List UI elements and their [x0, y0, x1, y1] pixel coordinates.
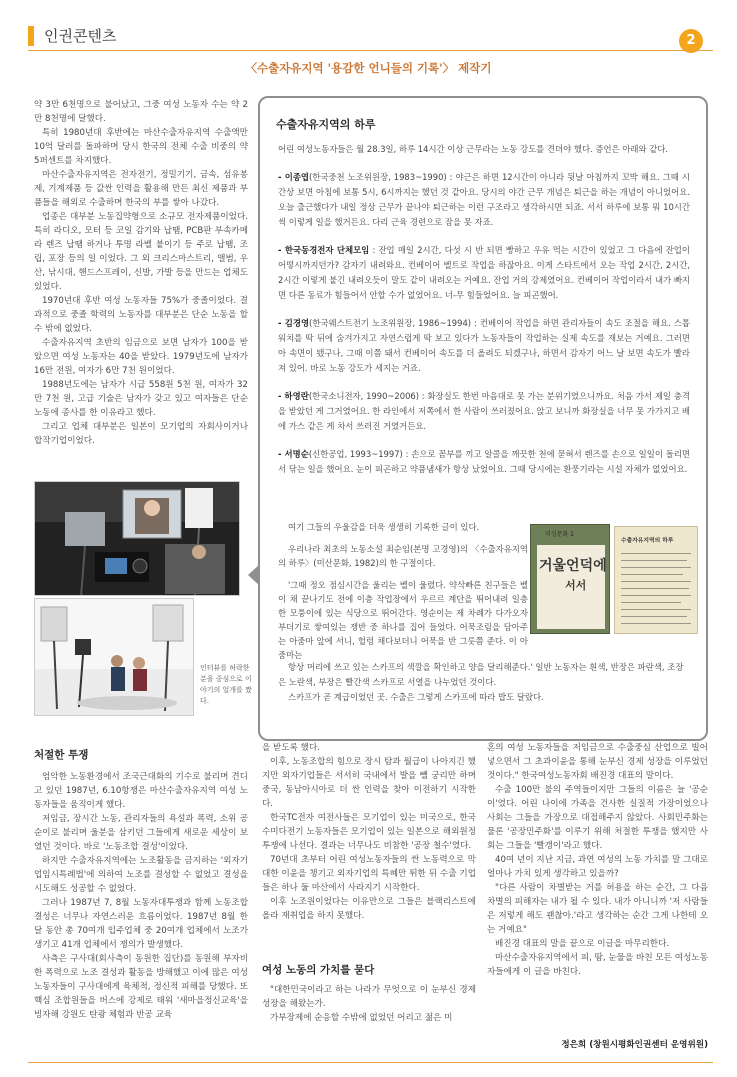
body-paragraph: 가부장제에 순응할 수밖에 없었던 어리고 젊은 미	[270, 1013, 453, 1023]
sidebar-lower-text	[278, 520, 528, 670]
body-paragraph: 1988년도에는 남자가 시급 558원 5천 원, 여자가 32만 7천 원, 고급 기술은 남자가 갖고 있고 여자들은 단순 노동에 종사를 한 이유라고 했다.	[34, 380, 248, 418]
page-number-badge: 2	[679, 29, 703, 53]
testimony-name: - 김경영	[278, 318, 310, 328]
lower-column-2	[262, 741, 476, 923]
photo-caption: 인터뷰를 허락한 분을 중심으로 이야기의 얼개를 짰다.	[200, 664, 252, 705]
section-title: 인권콘텐츠	[44, 27, 117, 45]
testimony-text: (한국중천 노조위원장, 1983~1990) : 야근은 하면 12시간이 아니라 뒷날 아침까지 꼬박 해요. 그때 시간상 보면 아침에 보통 5시, 6시까지는 했던 것 같아요. 당시의 야간 근무 개념은 퇴근을 하는 개념이 아니었어요. 오늘 출근했다가 내일 정상 근무가 끝나야 퇴근하는 이런 구조라고 생각하시면 되죠. 서서 하루에 보통 뭐 10시간씩 이렇게 일을 했거든요. 다리 근육 경련으로 잠을 못 자죠.	[278, 172, 690, 227]
body-paragraph: 수출자유지역 초반의 임금으로 보면 남자가 100을 받았으면 여성 노동자는 40을 받았다. 1979년도에 남자가 16만 전원, 여자가 6만 7천 원이었다.	[34, 338, 248, 376]
testimony-text: (한국소니전자, 1990~2006) : 화장실도 한번 마음대로 못 가는 분위기였으니까요. 처음 가서 제일 충격을 받았던 게 그거였어요. 한 라인에서 저쪽에서 한 사람이 쓰러졌어요. 앉고 보니까 화장실을 너무 못 가가지고 배에 가스 같은 게 차서 쓰러진 거였거든요.	[278, 391, 690, 431]
body-paragraph: 특히 1980년대 후반에는 마산수출자유지역 수출액만 10억 달러를 돌파하며 당시 한국의 전체 수출 비중의 약 5퍼센트를 차지했다.	[34, 128, 248, 166]
body-paragraph: 수출 100만 불의 주역들이지만 그들의 이름은 늘 '공순이'였다. 어린 나이에 가족을 건사한 실질적 가장이었으나 사회는 그들을 가장으로 대접해주지 않았다. 사회민주화는 물론 '공장민주화'를 이루기 위해 처절한 투쟁을 했지만 사회는 그들을 '빨갱이'라고 했다.	[487, 785, 708, 851]
testimony-text: : 잔업 매일 2시간, 다섯 시 반 되면 빵하고 우유 먹는 시간이 있었고 그 다음에 잔업이 어떻시까지던가? 감자기 내려와요. 컨베이어 벨트로 작업을 하잖아요. 이게 스타트에서 오는 작업 2시간, 2시간, 2시간 이렇게 붙긴 내려오듯이 말도 같이 내려오는 거예요. 잔업 거의 강제였어요. 컨베이어 작업이라서 내가 빠지면 다른 동료가 힘들어서 안할 수가 없었어요. 너-무 힘들었어요. 늘 피곤했어.	[278, 245, 690, 300]
sidebar-paragraph: 우리나라 최초의 노동소설 최순임(본명 고경영)의 〈수출자유지역의 하루〉(미산문화, 1982)의 한 구절이다.	[278, 544, 528, 568]
testimony-name: - 이종엽	[278, 172, 310, 182]
body-paragraph: 하지만 수출자유지역에는 노조활동을 금지하는 '외자기업임시특례법'에 의하여 노조를 결성할 수 없었고 결성을 시도해도 성공할 수 없었다.	[34, 856, 248, 894]
testimony-name: - 한국동경전자 단체모임	[278, 245, 370, 255]
testimony-text: (신한공업, 1993~1997) : 손으로 꼼부를 끼고 알콜을 깨끗한 천에 묻혀서 렌즈를 손으로 일일이 돌리면서 닦는 일을 했어요. 눈이 피곤하고 약품냄새가 항상 났었어요. 그때 당시에는 환풍기라는 시설 자체가 없었어요.	[278, 449, 690, 474]
author-byline: 정은희 (창원시평화인권센터 운영위원)	[561, 1040, 708, 1050]
testimony-text: (한국웨스트전기 노조위원장, 1986~1994) : 컨베이어 작업을 하면 관리자들이 속도 조절을 해요. 스톱워치를 딱 뒤에 숨겨가지고 자연스럽게 딱 보고 있다가 노동자들이 작업하는 실제 속도를 재보는 거예요. 그러면 아 속면이 됐구나, 그때 이쯤 돼서 컨베이어 속도를 더 올려도 되겠구나, 하면서 감자기 어느 날 보면 속도가 빨라져 있어. 바로 노동 강도가 세지는 거죠.	[278, 318, 690, 373]
body-paragraph: 약 3만 6천명으로 불어났고, 그중 여성 노동자 수는 약 2만 8천명에 달했다.	[34, 100, 248, 124]
body-paragraph: 그리고 업체 대부분은 일본이 모기업의 자회사이거나 합작기업이었다.	[34, 422, 248, 446]
body-paragraph: 그러나 1987년 7, 8월 노동자대투쟁과 함께 노동조합 결성은 너무나 자연스러운 흐름이었다. 1987년 8월 한 달 동안 총 70여개 입주업체 중 20여개 업체에서 노조가 생기고 41개 업체에서 쟁의가 발생했다.	[34, 898, 248, 950]
body-paragraph: 마산수출자유지역에서 피, 땀, 눈물을 바친 모든 여성노동자들에게 이 글을 바친다.	[487, 953, 708, 977]
body-paragraph: "대한민국이라고 하는 나라가 무엇으로 이 눈부신 경제 성장을 해왔는가.	[262, 985, 476, 1009]
sidebar-box-title: 수출자유지역의 하루	[276, 118, 376, 131]
section-heading-struggle: 처절한 투쟁	[34, 749, 89, 761]
studio-interview-photo	[34, 598, 194, 716]
body-paragraph: 40여 년이 지난 지금, 과연 여성의 노동 가치를 말 그대로 얼마나 가치 있게 생각하고 있을까?	[487, 855, 708, 879]
testimony	[278, 170, 690, 230]
sidebar-tail-text	[278, 660, 690, 705]
body-paragraph: 사측은 구사대(회사측이 동원한 집단)를 동원해 부자비한 폭력으로 노조 결성과 활동을 방해했고 이에 많은 여성노동자들이 구사대에게 육체적, 정신적 피해를 당했다. 또 핵심 조합원들을 버스에 강제로 태워 '새마을정신교육'을 빙자해 강원도 탄광 체험과 반공 교육	[34, 954, 248, 1020]
body-paragraph: 배진경 대표의 말을 끝으로 이글을 마무리한다.	[495, 939, 670, 949]
book-title-line2: 서서	[565, 579, 587, 592]
body-paragraph: 저임금, 장시간 노동, 관리자들의 욕설과 폭력, 소위 공순이로 불리며 울분을 삼키던 그들에게 새로운 세상이 보였던 것이다. 바로 '노동조합 결성'이었다.	[34, 814, 248, 852]
header-accent-bar	[28, 26, 34, 46]
book-series-label: 미싱문화 1	[545, 531, 574, 538]
article-title: 〈수출자유지역 '용감한 언니들의 기록'〉 제작기	[245, 61, 492, 75]
sidebar-box-text	[278, 142, 690, 490]
lower-column-1	[34, 770, 248, 1022]
body-paragraph: 70년대 초부터 어린 여성노동자들의 싼 노동력으로 막대한 이윤을 챙기고 외자기업의 특혜만 튀한 뒤 수출 기업들은 하나 둘 마산에서 사라지기 시작한다.	[262, 855, 476, 893]
body-paragraph: "다른 사람이 차별받는 거를 허용을 하는 순간, 그 다음 차별의 피해자는 내가 될 수 있다. 내가 아니니까 '저 사람들은 저렇게 해도 괜찮아.'라고 생각하는 순간 그게 나한테 오는 거예요"	[487, 883, 708, 935]
footer-divider	[28, 1062, 713, 1063]
sidebar-paragraph: 스카프가 곧 계급이었던 곳. 수출은 그렇게 스카프에 따라 밥도 달랐다.	[288, 692, 544, 702]
sidebar-box	[258, 96, 708, 741]
book-page-scan	[614, 526, 698, 634]
lower-column-2-section2	[262, 983, 476, 1025]
sidebar-paragraph: 여기 그들의 우울감을 더욱 생생히 기록한 글이 있다.	[288, 522, 480, 532]
testimony-name: - 하영란	[278, 391, 309, 401]
book-page-heading: 수출자유지역의 하루	[621, 538, 674, 544]
book-title-line1: 거울언덕에	[539, 558, 607, 574]
sidebar-paragraph: 항상 머리에 쓰고 있는 스카프의 색깔을 확인하고 양을 달리해준다.' 일반 노동자는 흰색, 반장은 파란색, 조장은 노란색, 부장은 빨간색 스카프로 서열을 나누었던 것이다.	[278, 662, 684, 687]
body-paragraph: 업종은 대부분 노동집약형으로 소규모 전자제품이었다. 특히 라디오, 모터 등 코일 감기와 납땜, PCB판 부속카메라 렌즈 납땜 하거나 투명 라벨 붙이기 등 주로 납땜, 조립, 포장 등의 일 이었다. 그 외 크리스마스트리, 앨범, 우산, 낚시대, 핸드스프레이, 신발, 가발 등을 만드는 업체도 있었다.	[34, 212, 248, 292]
header-divider	[28, 50, 713, 51]
lower-column-3	[487, 741, 708, 979]
section-heading-value: 여성 노동의 가치를 묻다	[262, 964, 375, 976]
left-column-top	[34, 98, 248, 448]
body-paragraph: 한국TC전자 여전사들은 모기업이 있는 미국으로, 한국수미다전기 노동자들은 모기업이 있는 일본으로 해외원정투쟁에 나선다. 결과는 너무나도 비참한 '공장 철수'였다.	[262, 813, 476, 851]
body-paragraph: 혼의 여성 노동자들을 저임금으로 수출중심 산업으로 빌어 넣으면서 그 초과이윤을 통해 눈부신 경제 성장을 이루었던 것이다." 한국여성노동자회 배진경 대표의 말이다.	[487, 743, 708, 781]
body-paragraph: 이후, 노동조합의 힘으로 장시 탐과 월급이 나아지긴 했지만 외자기업들은 서서히 국내에서 발을 뺄 궁리만 하며 중국, 동남아시아로 더 싼 인력을 찾아 이전하기 시작한다.	[262, 757, 476, 809]
body-paragraph: 을 받도록 했다.	[262, 743, 321, 753]
body-paragraph: 마산수출자유지역은 전자전기, 정밀기기, 금속, 섬유봉제, 기계제품 등 값싼 인력을 활용해 만든 최신 제품과 부품들을 해외로 수출하며 한국의 부를 쌓아 나갔다.	[34, 170, 248, 208]
body-paragraph: 이후 노조원이었다는 이유만으로 그들은 블랙리스트에 올라 재취업을 하지 못했다.	[262, 897, 476, 921]
sidebar-intro: 어린 여성노동자들은 월 28.3일, 하루 14시간 이상 근무라는 노동 강도를 견뎌야 했다. 증언은 아래와 같다.	[278, 144, 669, 154]
book-cover-novel	[530, 524, 610, 634]
sidebar-quote: '그때 정오 점심시간을 울리는 벨이 울렸다. 약삭빠른 친구들은 벨이 채 끝나기도 전에 이층 작업장에서 우르르 계단을 뛰어내려 일층 한 모퉁이에 있는 식당으로 뛰어간다. 영순이는 제 차례가 다가오자 부더기로 쌓여있는 쟁반 중 하나를 집어 들었다. 어묵조림을 담아주는 아줌마 앞에 서니, 헐렁 채다보더니 어묵을 반 그릇쯤 준다. 이 아줌마는	[278, 580, 528, 660]
testimony	[278, 389, 690, 434]
testimony	[278, 243, 690, 303]
testimony-name: - 서명순	[278, 449, 309, 459]
testimony	[278, 447, 690, 477]
body-paragraph: 엄악한 노동환경에서 조국근대화의 기수로 불리며 견디고 있던 1987년, 6.10항쟁은 마산수출자유지역 여성 노동자들을 움직이게 했다.	[34, 772, 248, 810]
interview-filming-photo	[34, 481, 240, 596]
testimony	[278, 316, 690, 376]
body-paragraph: 1970년대 후반 여성 노동자들 75%가 중졸이었다. 결과적으로 중졸 학력의 노동자를 대부분은 단순 노동을 할 수 밖에 없었다.	[34, 296, 248, 334]
